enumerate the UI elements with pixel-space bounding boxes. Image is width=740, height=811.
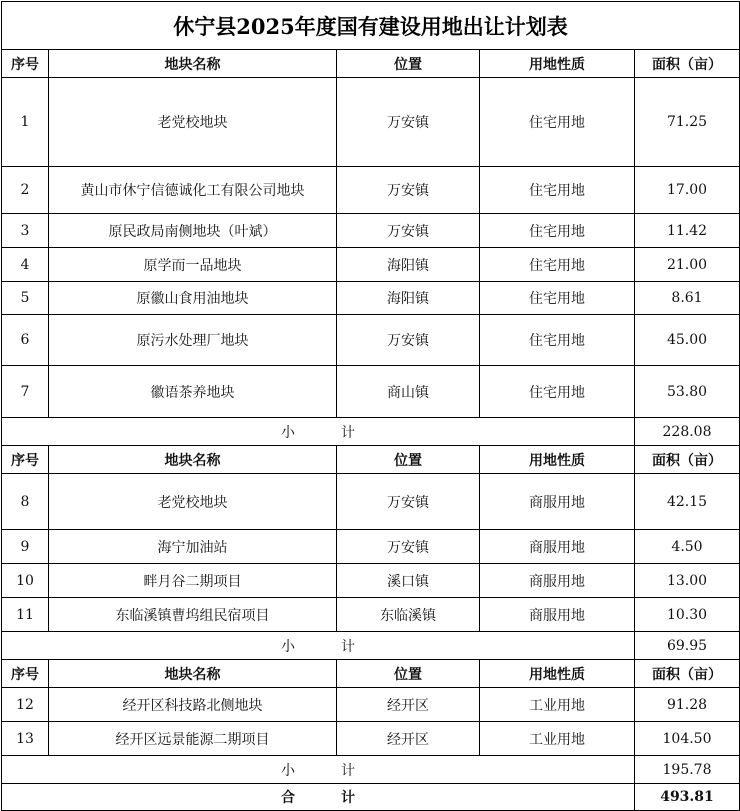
header-use: 用地性质 <box>480 446 635 474</box>
total-row <box>2 784 740 811</box>
row-area: 91.28 <box>635 688 740 722</box>
row-use: 商服用地 <box>480 564 635 598</box>
row-location: 海阳镇 <box>337 248 480 282</box>
row-area: 71.25 <box>635 78 740 167</box>
row-location: 万安镇 <box>337 474 480 530</box>
row-seq: 13 <box>2 722 49 756</box>
header-location: 位置 <box>337 446 480 474</box>
header-area: 面积（亩） <box>635 446 740 474</box>
table-row <box>2 248 740 282</box>
row-use: 住宅用地 <box>480 366 635 418</box>
header-name: 地块名称 <box>49 660 337 688</box>
row-area: 17.00 <box>635 167 740 214</box>
row-location: 万安镇 <box>337 78 480 167</box>
row-location: 商山镇 <box>337 366 480 418</box>
header-location: 位置 <box>337 660 480 688</box>
subtotal-label: 小 计 <box>2 632 635 660</box>
row-name: 老党校地块 <box>49 78 337 167</box>
row-use: 住宅用地 <box>480 282 635 315</box>
row-name: 原民政局南侧地块（叶斌） <box>49 214 337 248</box>
row-name: 徽语茶养地块 <box>49 366 337 418</box>
row-area: 4.50 <box>635 530 740 564</box>
row-seq: 3 <box>2 214 49 248</box>
row-seq: 5 <box>2 282 49 315</box>
subtotal-value: 228.08 <box>635 418 740 446</box>
subtotal-label: 小 计 <box>2 418 635 446</box>
table-row <box>2 688 740 722</box>
row-use: 商服用地 <box>480 530 635 564</box>
header-row <box>2 50 740 78</box>
row-use: 商服用地 <box>480 474 635 530</box>
row-seq: 7 <box>2 366 49 418</box>
row-area: 42.15 <box>635 474 740 530</box>
row-name: 老党校地块 <box>49 474 337 530</box>
row-seq: 1 <box>2 78 49 167</box>
header-seq: 序号 <box>2 50 49 78</box>
subtotal-row <box>2 632 740 660</box>
total-value: 493.81 <box>635 784 740 811</box>
row-location: 万安镇 <box>337 167 480 214</box>
row-name: 东临溪镇曹坞组民宿项目 <box>49 598 337 632</box>
table-row <box>2 315 740 366</box>
row-location: 东临溪镇 <box>337 598 480 632</box>
row-use: 住宅用地 <box>480 167 635 214</box>
header-area: 面积（亩） <box>635 50 740 78</box>
header-name: 地块名称 <box>49 446 337 474</box>
header-location: 位置 <box>337 50 480 78</box>
row-seq: 10 <box>2 564 49 598</box>
subtotal-value: 69.95 <box>635 632 740 660</box>
row-location: 海阳镇 <box>337 282 480 315</box>
row-area: 8.61 <box>635 282 740 315</box>
table-row <box>2 282 740 315</box>
table-row <box>2 598 740 632</box>
row-area: 11.42 <box>635 214 740 248</box>
row-use: 商服用地 <box>480 598 635 632</box>
row-name: 经开区远景能源二期项目 <box>49 722 337 756</box>
row-area: 104.50 <box>635 722 740 756</box>
header-area: 面积（亩） <box>635 660 740 688</box>
row-area: 45.00 <box>635 315 740 366</box>
row-location: 万安镇 <box>337 530 480 564</box>
table-row <box>2 167 740 214</box>
table-row <box>2 366 740 418</box>
row-seq: 6 <box>2 315 49 366</box>
row-name: 原学而一品地块 <box>49 248 337 282</box>
row-location: 经开区 <box>337 722 480 756</box>
table-row <box>2 530 740 564</box>
header-seq: 序号 <box>2 660 49 688</box>
table-row <box>2 722 740 756</box>
header-use: 用地性质 <box>480 50 635 78</box>
row-use: 住宅用地 <box>480 248 635 282</box>
table-row <box>2 474 740 530</box>
row-location: 经开区 <box>337 688 480 722</box>
header-row <box>2 446 740 474</box>
row-name: 畔月谷二期项目 <box>49 564 337 598</box>
subtotal-row <box>2 756 740 784</box>
header-name: 地块名称 <box>49 50 337 78</box>
row-seq: 9 <box>2 530 49 564</box>
land-plan-table <box>1 49 740 811</box>
row-use: 住宅用地 <box>480 315 635 366</box>
subtotal-label: 小 计 <box>2 756 635 784</box>
subtotal-value: 195.78 <box>635 756 740 784</box>
row-name: 经开区科技路北侧地块 <box>49 688 337 722</box>
subtotal-row <box>2 418 740 446</box>
table-row <box>2 78 740 167</box>
table-row <box>2 564 740 598</box>
row-use: 住宅用地 <box>480 214 635 248</box>
row-area: 13.00 <box>635 564 740 598</box>
row-area: 10.30 <box>635 598 740 632</box>
header-use: 用地性质 <box>480 660 635 688</box>
row-seq: 11 <box>2 598 49 632</box>
row-name: 原徽山食用油地块 <box>49 282 337 315</box>
row-area: 21.00 <box>635 248 740 282</box>
header-seq: 序号 <box>2 446 49 474</box>
row-name: 海宁加油站 <box>49 530 337 564</box>
row-location: 万安镇 <box>337 214 480 248</box>
row-use: 工业用地 <box>480 722 635 756</box>
row-use: 住宅用地 <box>480 78 635 167</box>
header-row <box>2 660 740 688</box>
sheet-title: 休宁县2025年度国有建设用地出让计划表 <box>1 1 740 49</box>
row-location: 万安镇 <box>337 315 480 366</box>
row-area: 53.80 <box>635 366 740 418</box>
table-row <box>2 214 740 248</box>
row-location: 溪口镇 <box>337 564 480 598</box>
row-name: 原污水处理厂地块 <box>49 315 337 366</box>
row-use: 工业用地 <box>480 688 635 722</box>
row-seq: 4 <box>2 248 49 282</box>
row-seq: 8 <box>2 474 49 530</box>
total-label: 合 计 <box>2 784 635 811</box>
row-seq: 12 <box>2 688 49 722</box>
row-seq: 2 <box>2 167 49 214</box>
row-name: 黄山市休宁信德诚化工有限公司地块 <box>49 167 337 214</box>
